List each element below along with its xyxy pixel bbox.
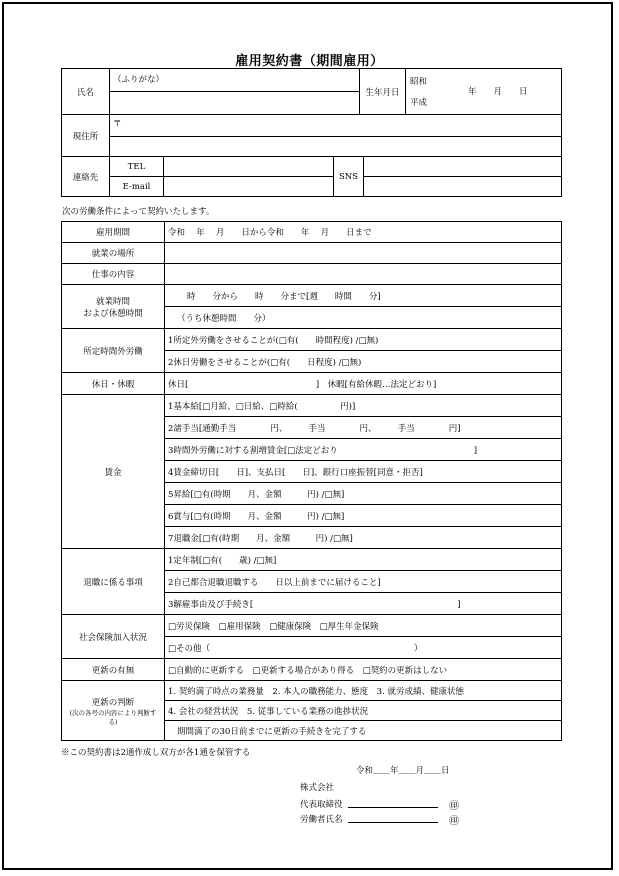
wage-item[interactable]: 3時間外労働に対する割増賃金[□法定どおり ] [165,439,562,461]
judge-item[interactable]: 4. 会社の経営状況 5. 従事している業務の進捗状況 [165,701,562,721]
worker-seal: ㊞ [449,816,459,827]
address-table [61,114,562,157]
wage-item[interactable]: 7退職金[□有(時期 月、金額 円) /□無] [165,527,562,549]
name-field[interactable] [110,69,360,115]
intro-text: 次の労働条件によって契約いたします。 [62,207,215,217]
wage-item[interactable]: 4賃金締切日[ 日]、支払日[ 日]、銀行口座振替[同意・拒否] [165,461,562,483]
insurance-item[interactable]: □その他（ ） [165,637,562,659]
name-label: 氏名 [62,69,110,115]
personal-info-table [61,68,562,115]
insurance-item[interactable]: □労災保険 □雇用保険 □健康保険 □厚生年金保険 [165,615,562,637]
tel-field[interactable] [164,157,334,177]
sign-date[interactable]: 令和＿＿年＿＿月＿＿日 [356,766,450,776]
email-label: E-mail [110,177,164,197]
tel-label: TEL [110,157,164,177]
wage-item[interactable]: 1基本給[□月給、□日給、□時給( 円)] [165,395,562,417]
wage-item[interactable]: 2諸手当[通勤手当 円、 手当 円、 手当 円] [165,417,562,439]
overtime-value-1[interactable]: 1所定外労働をさせることが(□有( 時間程度) /□無) [165,329,562,351]
furigana-label: （ふりがな） [113,75,165,85]
judge-label: 更新の判断 [91,697,135,708]
wage-item[interactable]: 5昇給[□有(時期 月、金額 円) /□無] [165,483,562,505]
judge-label-cell [62,681,165,741]
document-title: 雇用契約書（期間雇用） [235,54,384,69]
hours-label [62,285,165,329]
sns-label: SNS [334,157,364,197]
retire-item[interactable]: 1定年制[□有( 歳) /□無] [165,549,562,571]
worker-signature-line[interactable] [348,822,438,823]
company-label: 株式会社 [300,783,335,793]
work-value[interactable] [165,264,562,285]
birth-label: 生年月日 [360,69,406,115]
holiday-value[interactable]: 休日[ ] 休暇[有給休暇…法定どおり] [165,373,562,395]
hours-label-line1: 就業時間 [95,296,130,307]
era-heisei: 平成 [410,98,428,108]
place-value[interactable] [165,243,562,264]
contact-table [61,156,562,197]
contact-label: 連絡先 [62,157,110,197]
footer-note: ※この契約書は2通作成し双方が各1通を保管する [61,748,251,758]
rep-label: 代表取締役 [300,800,343,810]
wage-label: 賃金 [62,395,165,549]
overtime-label: 所定時間外労働 [62,329,165,373]
period-label: 雇用期間 [62,222,165,243]
judge-sub-label: (次の各号の内容により判断する) [69,708,157,726]
hours-value-2[interactable]: （うち休憩時間 分） [165,307,562,329]
retire-item[interactable]: 2自己都合退職退職する 日以上前までに届けること] [165,571,562,593]
birth-field[interactable] [406,69,562,115]
conditions-table [61,221,562,741]
address-field[interactable] [110,115,562,157]
email-field[interactable] [164,177,334,197]
address-label: 現住所 [62,115,110,157]
birth-ymd: 年 月 日 [468,87,528,97]
insurance-label: 社会保険加入状況 [62,615,165,659]
sns-field-1[interactable] [364,157,562,177]
sns-field-2[interactable] [364,177,562,197]
holiday-label: 休日・休暇 [62,373,165,395]
worker-label: 労働者氏名 [300,815,343,825]
era-showa: 昭和 [410,77,428,87]
overtime-value-2[interactable]: 2休日労働をさせることが(□有( 日程度) /□無) [165,351,562,373]
wage-item[interactable]: 6賞与[□有(時期 月、金額 円) /□無] [165,505,562,527]
renewal-value[interactable]: □自動的に更新する □更新する場合があり得る □契約の更新はしない [165,659,562,681]
hours-value-1[interactable]: 時 分から 時 分まで[週 時間 分] [165,285,562,307]
rep-signature-line[interactable] [348,807,438,808]
retire-item[interactable]: 3解雇事由及び手続き[ ] [165,593,562,615]
judge-item[interactable]: 期間満了の30日前までに更新の手続きを完了する [165,721,562,741]
postal-mark: 〒 [113,119,122,129]
period-value[interactable]: 令和 年 月 日から令和 年 月 日まで [165,222,562,243]
judge-item[interactable]: 1. 契約満了時点の業務量 2. 本人の職務能力、態度 3. 就労成績、健康状態 [165,681,562,701]
hours-label-line2: および休憩時間 [83,308,143,319]
work-label: 仕事の内容 [62,264,165,285]
place-label: 就業の場所 [62,243,165,264]
rep-row [300,798,343,810]
retire-label: 退職に係る事項 [62,549,165,615]
renewal-label: 更新の有無 [62,659,165,681]
worker-row [300,813,343,825]
rep-seal: ㊞ [449,801,459,812]
